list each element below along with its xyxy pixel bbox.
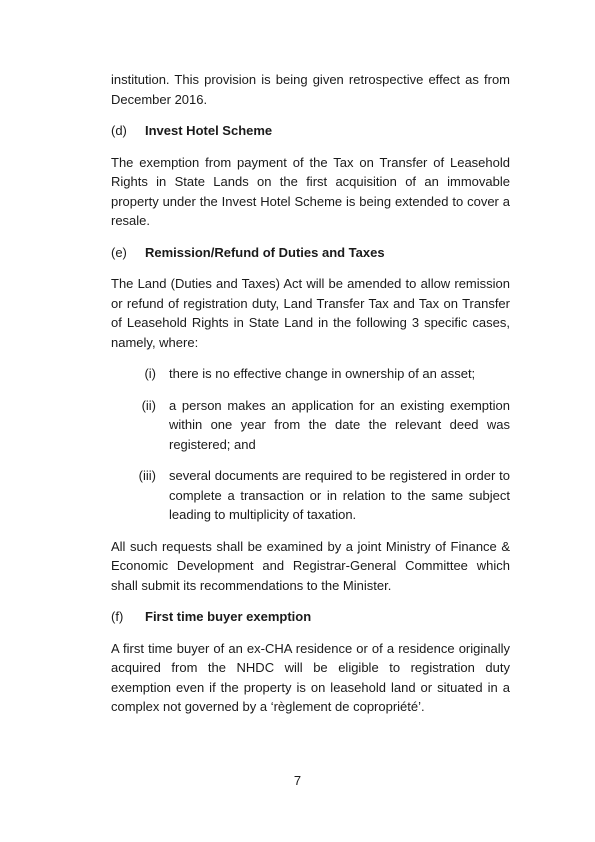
list-item-number: (ii) bbox=[141, 397, 156, 413]
section-e-closing: All such requests shall be examined by a joint Ministry of Finance & Economic Development and Registrar-General Committee which shall submit its recommendations to the Minister. bbox=[111, 538, 510, 593]
list-item-number: (i) bbox=[144, 366, 156, 381]
page-number: 7 bbox=[293, 773, 302, 788]
section-d-title: Invest Hotel Scheme bbox=[145, 123, 273, 138]
list-item-text: several documents are required to be registered in order to complete a transaction or in relation to the same subject leading to multiplicity of taxation. bbox=[169, 468, 510, 522]
section-f-label: (f) bbox=[111, 609, 124, 624]
section-e-body: The Land (Duties and Taxes) Act will be amended to allow remission or refund of registration duty, Land Transfer Tax and Tax on Transfer of Leasehold Rights in State Land in the following 3 specific cases, namely, where: bbox=[111, 276, 510, 350]
section-d-body: The exemption from payment of the Tax on Transfer of Leasehold Rights in State Lands on the first acquisition of an immovable property under the Invest Hotel Scheme is being extended to cover a resale. bbox=[111, 154, 510, 228]
list-item-text: there is no effective change in ownership of an asset; bbox=[169, 366, 476, 381]
document-page bbox=[111, 70, 510, 717]
section-e-title: Remission/Refund of Duties and Taxes bbox=[145, 244, 385, 260]
section-f-title: First time buyer exemption bbox=[145, 609, 312, 624]
section-d-label: (d) bbox=[111, 123, 127, 138]
list-item bbox=[111, 364, 510, 384]
list-item bbox=[111, 466, 510, 525]
section-f-heading bbox=[111, 607, 510, 627]
intro-paragraph: institution. This provision is being given retrospective effect as from December 2016. bbox=[111, 72, 510, 107]
section-e-heading bbox=[111, 243, 510, 263]
list-item bbox=[111, 396, 510, 455]
list-item-text: a person makes an application for an existing exemption within one year from the date the relevant deed was registered; and bbox=[169, 397, 510, 452]
list-item-number: (iii) bbox=[138, 468, 156, 483]
section-f-body: A first time buyer of an ex-CHA residence or of a residence originally acquired from the NHDC will be eligible to registration duty exemption even if the property is on leasehold land or situated in a complex not governed by a ‘règlement de copropriété’. bbox=[111, 640, 510, 714]
section-e-label: (e) bbox=[111, 244, 127, 260]
section-d-heading bbox=[111, 121, 510, 141]
